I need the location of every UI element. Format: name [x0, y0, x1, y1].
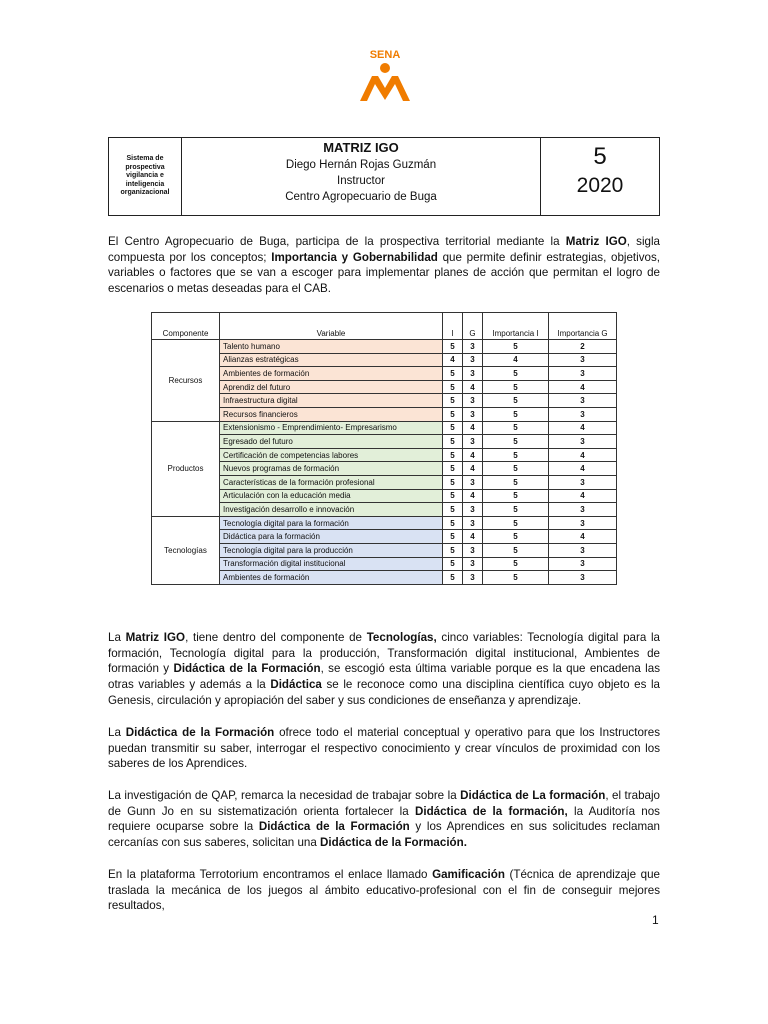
i-cell: 5: [443, 367, 463, 381]
importancia-i-cell: 5: [483, 571, 549, 585]
col-header-importancia-i: Importancia I: [483, 313, 549, 340]
header-left-text: Sistema de prospectiva vigilancia e inteligencia organizacional: [120, 155, 170, 197]
g-cell: 4: [463, 462, 483, 476]
i-cell: 5: [443, 516, 463, 530]
col-header-g: G: [463, 313, 483, 340]
importancia-g-cell: 2: [549, 340, 617, 354]
variable-cell: Tecnología digital para la producción: [220, 543, 443, 557]
g-cell: 3: [463, 571, 483, 585]
i-cell: 5: [443, 475, 463, 489]
importancia-g-cell: 3: [549, 353, 617, 367]
table-row: [152, 543, 617, 557]
variable-cell: Tecnología digital para la formación: [220, 516, 443, 530]
table-row: [152, 489, 617, 503]
g-cell: 3: [463, 353, 483, 367]
col-header-variable: Variable: [220, 313, 443, 340]
i-cell: 4: [443, 353, 463, 367]
g-cell: 4: [463, 530, 483, 544]
table-row: [152, 394, 617, 408]
variable-cell: Infraestructura digital: [220, 394, 443, 408]
importancia-g-cell: 4: [549, 489, 617, 503]
importancia-i-cell: 5: [483, 557, 549, 571]
table-row: [152, 353, 617, 367]
document-number: 5: [593, 143, 607, 170]
g-cell: 3: [463, 394, 483, 408]
g-cell: 3: [463, 367, 483, 381]
importancia-i-cell: 5: [483, 394, 549, 408]
variable-cell: Ambientes de formación: [220, 367, 443, 381]
table-row: [152, 475, 617, 489]
variable-cell: Didáctica para la formación: [220, 530, 443, 544]
table-row: [152, 462, 617, 476]
variable-cell: Transformación digital institucional: [220, 557, 443, 571]
i-cell: 5: [443, 407, 463, 421]
author-role: Instructor: [337, 175, 385, 187]
g-cell: 3: [463, 340, 483, 354]
i-cell: 5: [443, 543, 463, 557]
variable-cell: Talento humano: [220, 340, 443, 354]
g-cell: 3: [463, 543, 483, 557]
importancia-g-cell: 3: [549, 503, 617, 517]
paragraph-gamificacion: En la plataforma Terrotorium encontramos el enlace llamado Gamificación (Técnica de aprendizaje que traslada la mecánica de los juegos al ámbito educativo-profesional con el fin de conseguir mejores resultados,: [108, 868, 660, 913]
variable-cell: Recursos financieros: [220, 407, 443, 421]
intro-paragraph: El Centro Agropecuario de Buga, participa de la prospectiva territorial mediante la Matriz IGO, sigla compuesta por los conceptos; Importancia y Gobernabilidad que permite definir estrategias, objetivos, variables o factores que se van a escoger para implementar planes de acción que permitan el logro de escenarios o metas deseadas para el CAB.: [108, 235, 660, 296]
importancia-g-cell: 3: [549, 367, 617, 381]
table-row: [152, 571, 617, 585]
component-cell: Tecnologías: [152, 516, 220, 584]
importancia-g-cell: 4: [549, 462, 617, 476]
importancia-i-cell: 5: [483, 503, 549, 517]
g-cell: 3: [463, 435, 483, 449]
g-cell: 3: [463, 516, 483, 530]
table-row: [152, 516, 617, 530]
i-cell: 5: [443, 503, 463, 517]
importancia-g-cell: 3: [549, 475, 617, 489]
variable-cell: Características de la formación profesional: [220, 475, 443, 489]
importancia-i-cell: 5: [483, 530, 549, 544]
importancia-g-cell: 3: [549, 435, 617, 449]
i-cell: 5: [443, 435, 463, 449]
importancia-i-cell: 5: [483, 462, 549, 476]
importancia-g-cell: 4: [549, 380, 617, 394]
importancia-g-cell: 3: [549, 571, 617, 585]
igo-matrix-table: [151, 312, 617, 585]
importancia-g-cell: 3: [549, 516, 617, 530]
component-cell: Recursos: [152, 340, 220, 422]
table-row: [152, 407, 617, 421]
i-cell: 5: [443, 489, 463, 503]
i-cell: 5: [443, 421, 463, 435]
variable-cell: Alianzas estratégicas: [220, 353, 443, 367]
header-center-cell: [182, 138, 541, 215]
table-row: [152, 530, 617, 544]
g-cell: 3: [463, 503, 483, 517]
variable-cell: Aprendiz del futuro: [220, 380, 443, 394]
variable-cell: Investigación desarrollo e innovación: [220, 503, 443, 517]
variable-cell: Certificación de competencias labores: [220, 448, 443, 462]
table-row: [152, 340, 617, 354]
importancia-g-cell: 3: [549, 407, 617, 421]
table-row: [152, 503, 617, 517]
i-cell: 5: [443, 448, 463, 462]
importancia-i-cell: 4: [483, 353, 549, 367]
variable-cell: Egresado del futuro: [220, 435, 443, 449]
i-cell: 5: [443, 340, 463, 354]
i-cell: 5: [443, 571, 463, 585]
header-box: [108, 137, 660, 216]
g-cell: 4: [463, 421, 483, 435]
table-row: [152, 421, 617, 435]
table-row: [152, 367, 617, 381]
author-name: Diego Hernán Rojas Guzmán: [285, 159, 437, 171]
table-row: [152, 435, 617, 449]
importancia-g-cell: 3: [549, 557, 617, 571]
importancia-g-cell: 4: [549, 421, 617, 435]
i-cell: 5: [443, 394, 463, 408]
sena-logo-text: SENA: [369, 49, 401, 61]
importancia-i-cell: 5: [483, 489, 549, 503]
g-cell: 3: [463, 557, 483, 571]
table-header-row: [152, 313, 617, 340]
g-cell: 4: [463, 448, 483, 462]
importancia-i-cell: 5: [483, 435, 549, 449]
page-number: 1: [652, 913, 659, 927]
importancia-g-cell: 3: [549, 394, 617, 408]
importancia-i-cell: 5: [483, 367, 549, 381]
g-cell: 3: [463, 407, 483, 421]
center-name: Centro Agropecuario de Buga: [285, 191, 437, 203]
importancia-i-cell: 5: [483, 340, 549, 354]
component-cell: Productos: [152, 421, 220, 516]
variable-cell: Ambientes de formación: [220, 571, 443, 585]
g-cell: 3: [463, 475, 483, 489]
importancia-i-cell: 5: [483, 407, 549, 421]
document-title: MATRIZ IGO: [323, 140, 399, 155]
col-header-component: Componente: [152, 313, 220, 340]
importancia-g-cell: 4: [549, 448, 617, 462]
importancia-i-cell: 5: [483, 516, 549, 530]
paragraph-matriz-tecnologias: La Matriz IGO, tiene dentro del componente de Tecnologías, cinco variables: Tecnología digital para la formación, Tecnología digital para la producción, Transformación digital institucional, Ambientes de formación y Didáctica de la Formación, se escogió esta última variable porque es la que encadena las otras variables y además a la Didáctica se le reconoce como una disciplina científica cuyo objeto es la Genesis, circulación y apropiación del saber y sus condiciones de enseñanza y aprendizaje.: [108, 631, 660, 707]
importancia-i-cell: 5: [483, 380, 549, 394]
importancia-i-cell: 5: [483, 448, 549, 462]
variable-cell: Nuevos programas de formación: [220, 462, 443, 476]
i-cell: 5: [443, 557, 463, 571]
paragraph-didactica: La Didáctica de la Formación ofrece todo el material conceptual y operativo para que los Instructores puedan transmitir su saber, interrogar el respectivo conocimiento y crear vínculos de proximidad con los saberes de los Aprendices.: [108, 726, 660, 771]
i-cell: 5: [443, 530, 463, 544]
g-cell: 4: [463, 489, 483, 503]
table-row: [152, 557, 617, 571]
header-right-cell: [541, 138, 659, 215]
variable-cell: Articulación con la educación media: [220, 489, 443, 503]
table-row: [152, 380, 617, 394]
i-cell: 5: [443, 462, 463, 476]
col-header-importancia-g: Importancia G: [549, 313, 617, 340]
col-header-i: I: [443, 313, 463, 340]
table-row: [152, 448, 617, 462]
importancia-g-cell: 3: [549, 543, 617, 557]
sena-logo: [356, 46, 414, 102]
importancia-i-cell: 5: [483, 543, 549, 557]
i-cell: 5: [443, 380, 463, 394]
importancia-i-cell: 5: [483, 475, 549, 489]
table-body: [152, 340, 617, 585]
paragraph-investigacion: La investigación de QAP, remarca la necesidad de trabajar sobre la Didáctica de La formación, el trabajo de Gunn Jo en su sistematización orienta fortalecer la Didáctica de la formación, la Auditoría nos requiere ocuparse sobre la Didáctica de la Formación y los Aprendices en sus solicitudes reclaman cercanías con sus saberes, solicitan una Didáctica de la Formación.: [108, 789, 661, 850]
importancia-g-cell: 4: [549, 530, 617, 544]
importancia-i-cell: 5: [483, 421, 549, 435]
header-left-cell: [109, 138, 182, 215]
document-year: 2020: [576, 174, 624, 197]
variable-cell: Extensionismo - Emprendimiento- Empresarismo: [220, 421, 443, 435]
g-cell: 4: [463, 380, 483, 394]
